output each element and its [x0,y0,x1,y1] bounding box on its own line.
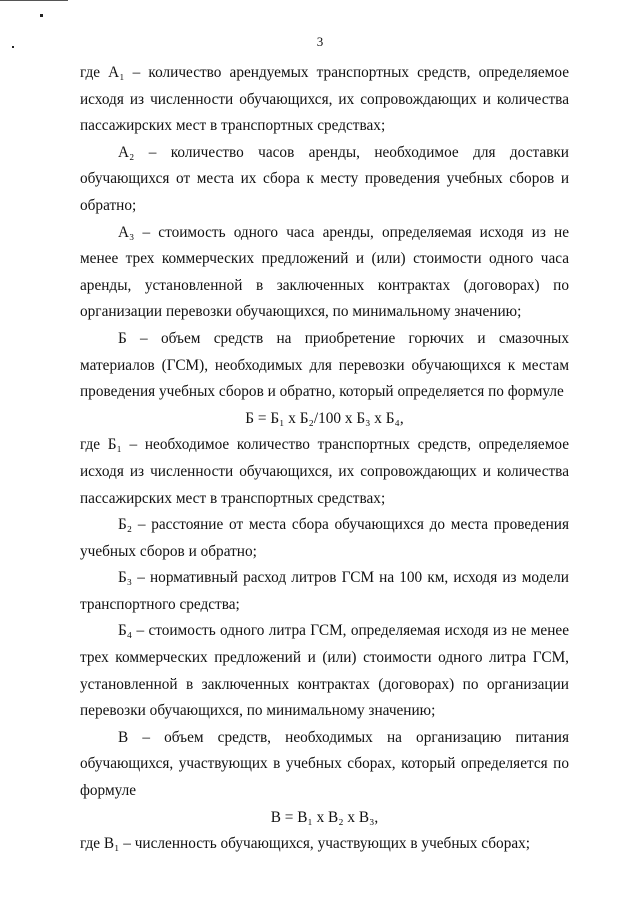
paragraph-a1-definition [80,60,569,140]
paragraph-b-definition [80,326,569,406]
line: трех коммерческих предложений и (или) стоимости одного литра ГСМ, [80,649,569,667]
line: A₃ – стоимость одного часа аренды, определяемая исходя из не менее [80,223,569,268]
line: пассажирских мест в транспортных средствах; [80,489,386,507]
line: где A₁ – количество арендуемых транспортных средств, определяемое [80,64,569,81]
paragraph-b2-definition [80,512,569,565]
line: по формуле [80,755,569,800]
scan-dot [40,14,43,17]
line: Б – объем средств на приобретение горючих и смазочных материалов [80,329,569,374]
line: где В₁ – численность обучающихся, участвующих в учебных сборах; [80,835,531,853]
line: исходя из численности обучающихся, их сопровождающих и количества [80,90,569,108]
line: перевозки обучающихся, по минимальному значению; [80,702,436,720]
paragraph-v-definition [80,725,569,805]
line: В – объем средств, необходимых на организацию питания [118,728,569,746]
formula-text: Б = Б₁ x Б₂/100 x Б₃ x Б₄, [245,409,404,427]
line: трех коммерческих предложений и (или) стоимости одного часа аренды, [80,250,569,294]
paragraph-a3-definition [80,220,569,326]
line: установленной в заключенных контрактах (договорах) по организации [80,675,569,693]
line: A₂ – количество часов аренды, необходимое для доставки [118,143,569,161]
document-body [80,60,569,858]
line: Б₄ – стоимость одного литра ГСМ, определяемая исходя из не менее [118,622,569,640]
line: исходя из численности обучающихся, их сопровождающих и количества [80,462,569,480]
scan-edge-line [0,0,68,1]
page-number: 3 [316,34,324,49]
line: транспортного средства; [80,595,240,613]
line: учебных сборов и обратно, который определяется по формуле [159,383,564,401]
line: Б₂ – расстояние от места сбора обучающихся до места проведения [118,516,569,534]
line: установленной в заключенных контрактах (договорах) по организации [80,276,569,321]
line: обучающихся, участвующих в учебных сборах, который определяется [80,755,548,773]
paragraph-b3-definition [80,565,569,618]
line: перевозки обучающихся, по минимальному значению; [165,303,522,321]
paragraph-a2-definition [80,140,569,220]
line: учебных сборов и обратно; [80,542,257,560]
formula-text: В = В₁ x В₂ x В₃, [270,808,379,826]
paragraph-v1-definition [80,831,569,858]
line: (ГСМ), необходимых для перевозки обучающихся к местам проведения [80,356,569,401]
line: обучающихся от места их сбора к месту проведения учебных сборов [80,170,555,188]
paragraph-b1-definition [80,432,569,512]
paragraph-b4-definition [80,618,569,724]
line: где Б₁ – необходимое количество транспортных средств, определяемое [80,436,569,454]
line: и обратно; [80,170,570,214]
line: пассажирских мест в транспортных средствах; [80,117,386,135]
formula-v [80,805,569,832]
line: Б₃ – нормативный расход литров ГСМ на 100 км, исходя из модели [118,569,569,587]
formula-b [80,406,569,433]
